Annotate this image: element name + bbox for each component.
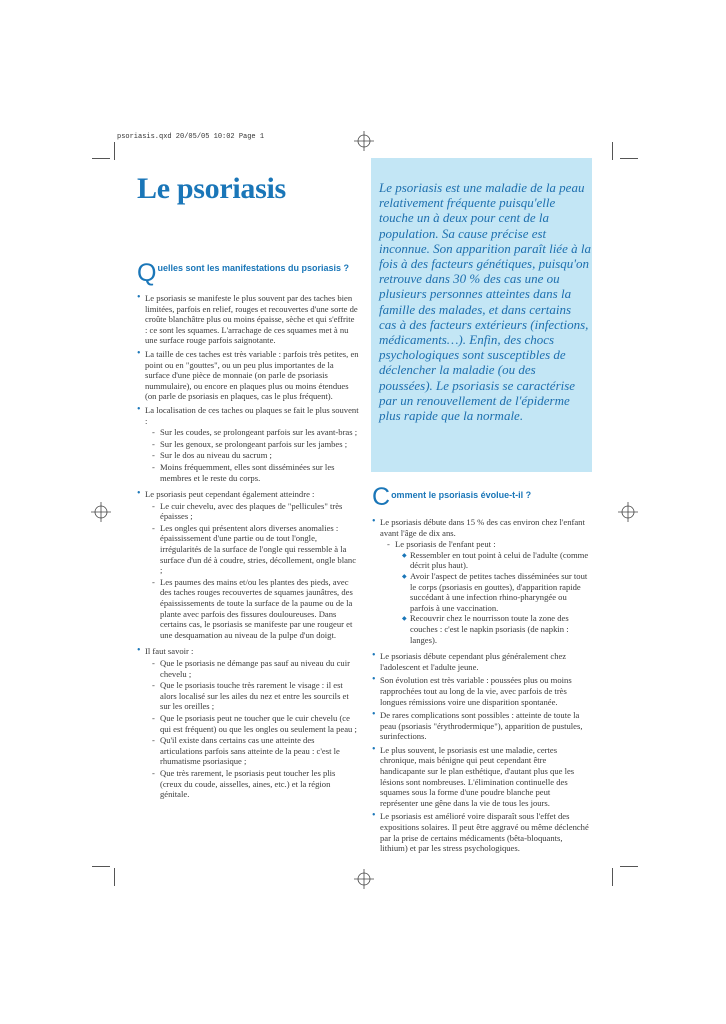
sub-list-item: - Sur les genoux, se prolongeant parfois sur les jambes ; bbox=[152, 439, 359, 450]
registration-mark-right-icon bbox=[618, 502, 638, 522]
list-item: • Le psoriasis débute cependant plus généralement chez l'adolescent et l'adulte jeune. bbox=[372, 651, 590, 672]
list-item: • Le psoriasis se manifeste le plus souvent par des taches bien limitées, parfois en relief, rouges et recouvertes d'une sorte de croûte blanchâtre plus ou moins épaisse, sèche et qui s'effrite : ce sont les squames. L'arrachage de ces squames met à nu une surface rouge parfois saignotante. bbox=[137, 293, 359, 346]
registration-mark-top-icon bbox=[354, 131, 374, 151]
list-item: • Le psoriasis débute dans 15 % des cas environ chez l'enfant avant l'âge de dix ans. - Le psoriasis de l'enfant peut : ◆ Ressembler en tout point à celui de l'adulte (comme décrit plus haut). ◆ Avoir l'aspect de petites taches disséminées sur tout le corps (psoriasis en gouttes), d'apparition rapide succédant à une infection rhino-pharyngée ou parfois à une vaccination. ◆ Recouvrir chez le nourrisson toute la zone des couches : c'est le napkin psoriasis (de napkin : langes). bbox=[372, 517, 590, 645]
list-item: • Le psoriasis est amélioré voire disparaît sous l'effet des expositions solaires. Il peut être aggravé ou même déclenché par la prise de certains médicaments (bêta-bloquants, lithium) et par les stress psychologiques. bbox=[372, 811, 590, 853]
registration-mark-left-icon bbox=[91, 502, 111, 522]
drop-cap: Q bbox=[137, 259, 157, 287]
sub-sub-list-item: ◆ Recouvrir chez le nourrisson toute la zone des couches : c'est le napkin psoriasis (de napkin : langes). bbox=[402, 613, 590, 645]
file-slug: psoriasis.qxd 20/05/05 10:02 Page 1 bbox=[117, 133, 265, 141]
sub-list-item: - Moins fréquemment, elles sont disséminées sur les membres et le reste du corps. bbox=[152, 462, 359, 483]
list-item: • Le psoriasis peut cependant également atteindre : - Le cuir chevelu, avec des plaques de "pellicules" très épaisses ; - Les ongles qui présentent alors diverses anomalies : épaississement d'une partie ou de tout l'ongle, irrégularités de la surface de l'ongle qui ressemble à la surface d'un dé à coudre, stries, décollement, ongle blanc ; - Les paumes des mains et/ou les plantes des pieds, avec des taches rouges recouvertes de squames jaunâtres, des épaississements de toute la surface de la paume ou de la plante avec parfois des fissures douloureuses. Dans certains cas, le psoriasis se manifeste par une rougeur et une desquamation au niveau de la pulpe d'un doigt. bbox=[137, 489, 359, 640]
section-evolution bbox=[372, 483, 590, 857]
list-item: • Son évolution est très variable : poussées plus ou moins rapprochées tout au long de la vie, avec parfois de très longues rémissions voire une disparition spontanée. bbox=[372, 675, 590, 707]
intro-box bbox=[371, 158, 592, 472]
crop-mark-bottom-right bbox=[612, 868, 613, 886]
section-heading bbox=[372, 483, 590, 511]
sub-sub-list-item: ◆ Ressembler en tout point à celui de l'adulte (comme décrit plus haut). bbox=[402, 550, 590, 571]
crop-mark-top-right bbox=[612, 142, 613, 160]
crop-mark-bottom-left-h bbox=[92, 866, 110, 867]
drop-cap: C bbox=[372, 483, 391, 511]
list-item: • De rares complications sont possibles : atteinte de toute la peau (psoriasis "érythrodermique"), apparition de pustules, surinfections. bbox=[372, 710, 590, 742]
sub-list-item: - Le cuir chevelu, avec des plaques de "pellicules" très épaisses ; bbox=[152, 501, 359, 522]
registration-mark-bottom-icon bbox=[354, 869, 374, 889]
sub-list-item: - Que très rarement, le psoriasis peut toucher les plis (creux du coude, aisselles, aines, etc.) et la région génitale. bbox=[152, 768, 359, 800]
intro-text: Le psoriasis est une maladie de la peau relativement fréquente puisqu'elle touche un à deux pour cent de la population. Sa cause précise est inconnue. Son apparition paraît liée à la fois à des facteurs génétiques, puisqu'on retrouve dans 30 % des cas une ou plusieurs personnes atteintes dans la famille des malades, et dans certains cas à des facteurs extérieurs (infections, médicaments…). Enfin, des chocs psychologiques sont susceptibles de déclencher la maladie (ou des poussées). Le psoriasis se caractérise par un renouvellement de l'épiderme plus rapide que la normale. bbox=[379, 180, 591, 424]
sub-list-item: - Sur les coudes, se prolongeant parfois sur les avant-bras ; bbox=[152, 427, 359, 438]
sub-list-item: - Qu'il existe dans certains cas une atteinte des articulations parfois sans atteinte de la peau : c'est le rhumatisme psoriasique ; bbox=[152, 735, 359, 767]
list-item: • Le plus souvent, le psoriasis est une maladie, certes chronique, mais bénigne qui peut cependant être handicapante sur le plan esthétique, d'autant plus que les lésions sont nombreuses. L'élimination continuelle des squames sous la forme d'une poudre blanche peut représenter une gêne dans la vie de tous les jours. bbox=[372, 745, 590, 809]
sub-list-item: - Les ongles qui présentent alors diverses anomalies : épaississement d'une partie ou de tout l'ongle, irrégularités de la surface de l'ongle qui ressemble à la surface d'un dé à coudre, stries, décollement, ongle blanc ; bbox=[152, 523, 359, 576]
section-heading-text: uelles sont les manifestations du psoriasis ? bbox=[157, 263, 350, 273]
crop-mark-top-right-h bbox=[620, 158, 638, 159]
section-manifestations bbox=[137, 259, 359, 803]
sub-list-item: - Que le psoriasis touche très rarement le visage : il est alors localisé sur les ailes du nez et entre les sourcils et sur les oreilles ; bbox=[152, 680, 359, 712]
crop-mark-top-left-h bbox=[92, 158, 110, 159]
list-item: • Il faut savoir : - Que le psoriasis ne démange pas sauf au niveau du cuir chevelu ; - Que le psoriasis touche très rarement le visage : il est alors localisé sur les ailes du nez et entre les sourcils et sur les oreilles ; - Que le psoriasis peut ne toucher que le cuir chevelu (ce qui est fréquent) ou que les ongles ou seulement la peau ; - Qu'il existe dans certains cas une atteinte des articulations parfois sans atteinte de la peau : c'est le rhumatisme psoriasique ; - Que très rarement, le psoriasis peut toucher les plis (creux du coude, aisselles, aines, etc.) et la région génitale. bbox=[137, 646, 359, 799]
section-heading bbox=[137, 259, 359, 287]
sub-list-item: - Les paumes des mains et/ou les plantes des pieds, avec des taches rouges recouvertes de squames jaunâtres, des épaississements de toute la surface de la paume ou de la plante avec parfois des fissures douloureuses. Dans certains cas, le psoriasis se manifeste par une rougeur et une desquamation au niveau de la pulpe d'un doigt. bbox=[152, 577, 359, 641]
sub-list-item: - Le psoriasis de l'enfant peut : ◆ Ressembler en tout point à celui de l'adulte (comme décrit plus haut). ◆ Avoir l'aspect de petites taches disséminées sur tout le corps (psoriasis en gouttes), d'apparition rapide succédant à une infection rhino-pharyngée ou parfois à une vaccination. ◆ Recouvrir chez le nourrisson toute la zone des couches : c'est le napkin psoriasis (de napkin : langes). bbox=[387, 539, 590, 645]
list-item: • La localisation de ces taches ou plaques se fait le plus souvent : - Sur les coudes, se prolongeant parfois sur les avant-bras ; - Sur les genoux, se prolongeant parfois sur les jambes ; - Sur le dos au niveau du sacrum ; - Moins fréquemment, elles sont disséminées sur les membres et le reste du corps. bbox=[137, 405, 359, 483]
crop-mark-top-left bbox=[114, 142, 115, 160]
sub-sub-list-item: ◆ Avoir l'aspect de petites taches disséminées sur tout le corps (psoriasis en gouttes), d'apparition rapide succédant à une infection rhino-pharyngée ou parfois à une vaccination. bbox=[402, 571, 590, 613]
page-title: Le psoriasis bbox=[137, 172, 286, 205]
bullet-list bbox=[372, 517, 590, 854]
crop-mark-bottom-right-h bbox=[620, 866, 638, 867]
crop-mark-bottom-left bbox=[114, 868, 115, 886]
bullet-list bbox=[137, 293, 359, 800]
list-item: • La taille de ces taches est très variable : parfois très petites, en point ou en "gouttes", ou un peu plus importantes de la surface d'une pièce de monnaie (on parle de psoriasis nummulaire), ou encore en plaques plus ou moins étendues (on parle de psoriasis en plaques, cas le plus fréquent). bbox=[137, 349, 359, 402]
sub-list-item: - Sur le dos au niveau du sacrum ; bbox=[152, 450, 359, 461]
sub-list-item: - Que le psoriasis peut ne toucher que le cuir chevelu (ce qui est fréquent) ou que les ongles ou seulement la peau ; bbox=[152, 713, 359, 734]
section-heading-text: omment le psoriasis évolue-t-il ? bbox=[391, 490, 532, 500]
sub-list-item: - Que le psoriasis ne démange pas sauf au niveau du cuir chevelu ; bbox=[152, 658, 359, 679]
